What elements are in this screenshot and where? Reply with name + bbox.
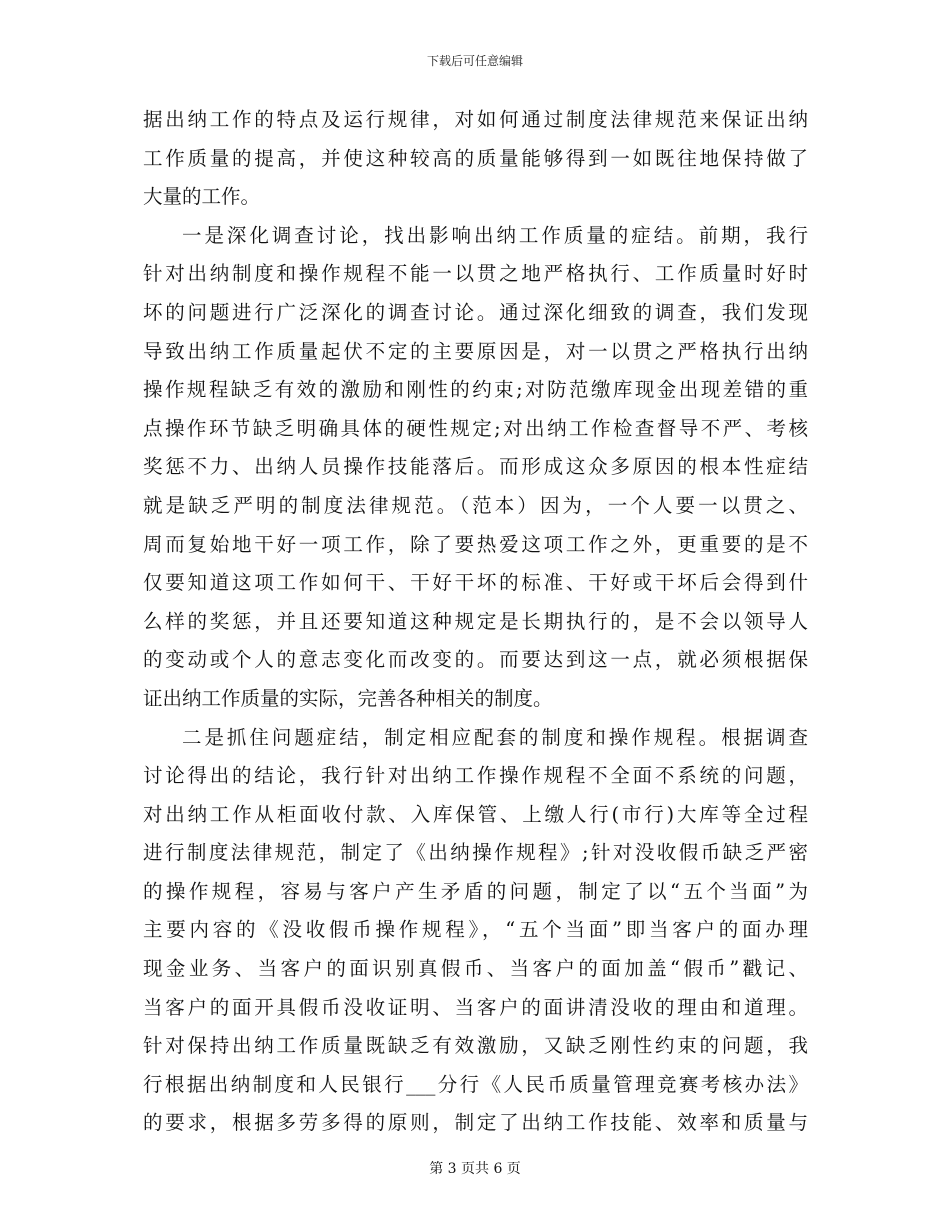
- text-line: 当客户的面开具假币没收证明、当客户的面讲清没收的理由和道理。: [143, 995, 808, 1019]
- paragraph-start-line: 二是抓住问题症结，制定相应配套的制度和操作规程。根据调查: [182, 725, 808, 749]
- text-line: 主要内容的《没收假币操作规程》，“五个当面”即当客户的面办理: [143, 918, 808, 942]
- text-line: 大量的工作。: [143, 185, 261, 209]
- text-line: 现金业务、当客户的面识别真假币、当客户的面加盖“假币”戳记、: [143, 957, 808, 981]
- text-line: 工作质量的提高，并使这种较高的质量能够得到一如既往地保持做了: [143, 146, 808, 170]
- text-line: 针对出纳制度和操作规程不能一以贯之地严格执行、工作质量时好时: [143, 262, 808, 286]
- text-line: 讨论得出的结论，我行针对出纳工作操作规程不全面不系统的问题，: [143, 764, 808, 788]
- text-line: 奖惩不力、出纳人员操作技能落后。而形成这众多原因的根本性症结: [143, 455, 808, 479]
- text-line: 周而复始地干好一项工作，除了要热爱这项工作之外，更重要的是不: [143, 532, 808, 556]
- text-line: 仅要知道这项工作如何干、干好干坏的标准、干好或干坏后会得到什: [143, 571, 808, 595]
- text-line: 就是缺乏严明的制度法律规范。（范本）因为，一个人要一以贯之、: [143, 493, 808, 517]
- text-line: 的操作规程，容易与客户产生矛盾的问题，制定了以“五个当面”为: [143, 879, 808, 903]
- text-line: 么样的奖惩，并且还要知道这种规定是长期执行的，是不会以领导人: [143, 609, 808, 633]
- page-number-footer: 第 3 页共 6 页: [429, 1161, 521, 1177]
- text-line: 导致出纳工作质量起伏不定的主要原因是，对一以贯之严格执行出纳: [143, 339, 808, 363]
- text-line: 的变动或个人的意志变化而改变的。而要达到这一点，就必须根据保: [143, 648, 808, 672]
- document-body: [143, 101, 808, 1143]
- text-line: 点操作环节缺乏明确具体的硬性规定;对出纳工作检查督导不严、考核: [143, 416, 808, 440]
- text-line: 据出纳工作的特点及运行规律，对如何通过制度法律规范来保证出纳: [143, 108, 808, 131]
- text-line: 进行制度法律规范，制定了《出纳操作规程》;针对没收假币缺乏严密: [143, 841, 808, 865]
- text-line: 针对保持出纳工作质量既缺乏有效激励，又缺乏刚性约束的问题，我: [143, 1034, 808, 1058]
- text-line: 行根据出纳制度和人民银行___分行《人民币质量管理竞赛考核办法》: [143, 1072, 808, 1096]
- text-line: 的要求，根据多劳多得的原则，制定了出纳工作技能、效率和质量与: [143, 1111, 808, 1135]
- text-line: 对出纳工作从柜面收付款、入库保管、上缴人行(市行)大库等全过程: [143, 802, 808, 826]
- text-line: 证出纳工作质量的实际，完善各种相关的制度。: [143, 686, 553, 710]
- text-line: 操作规程缺乏有效的激励和刚性的约束;对防范缴库现金出现差错的重: [143, 378, 808, 402]
- page-header: 下载后可任意编辑: [426, 54, 523, 68]
- text-line: 坏的问题进行广泛深化的调查讨论。通过深化细致的调查，我们发现: [143, 300, 808, 324]
- paragraph-start-line: 一是深化调查讨论，找出影响出纳工作质量的症结。前期，我行: [182, 223, 808, 247]
